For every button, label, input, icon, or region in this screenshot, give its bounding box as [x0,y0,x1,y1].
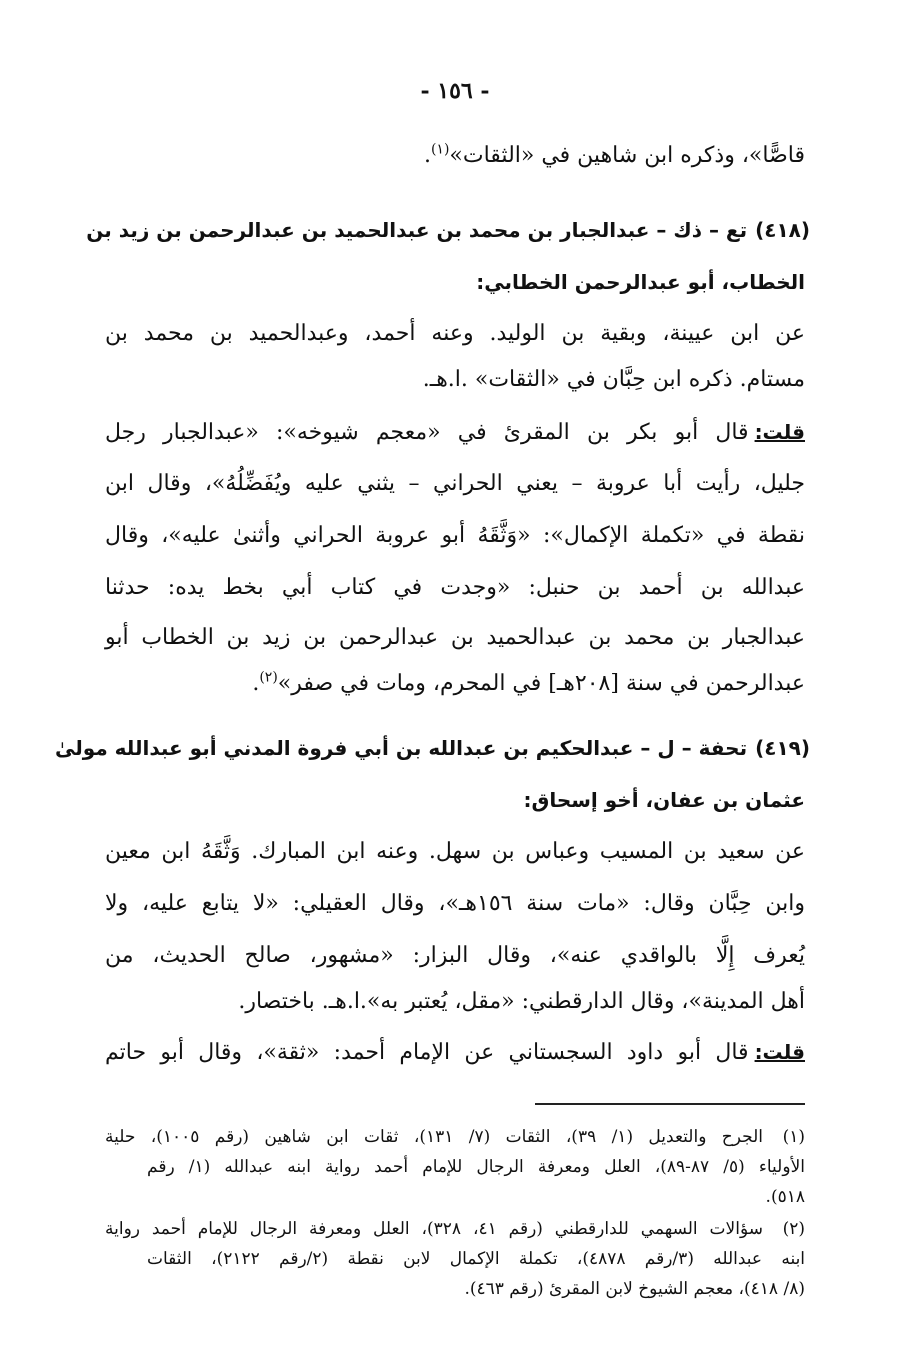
page-number: - ١٥٦ - [420,78,490,104]
body-line-17: أهل المدينة»، وقال الدارقطني: «مقل، يُعتبر به».ا.هـ. باختصار. [238,989,805,1014]
footnote-ref-1: (١) [430,141,450,158]
entry-number: (٤١٩) [755,736,810,760]
body-line-11: عبدالرحمن في سنة [٢٠٨هـ] في المحرم، ومات في صفر»$^{(٢)}$. [252,669,805,696]
footnote-number: (١) [782,1127,805,1147]
entry-number: (٤١٨) [755,218,810,242]
body-line-15: وابن حِبَّان وقال: «مات سنة ١٥٦هـ»، وقال العقيلي: «لا يتابع عليه، ولا [105,891,806,916]
footnote-1-line-3: ٥١٨). [765,1187,805,1207]
footnote-2-line-2: ابنه عبدالله (٣/رقم ٤٨٧٨)، تكملة الإكمال لابن نقطة (٢/رقم ٢١٢٢)، الثقات [147,1249,806,1269]
footnote-2-line-3: (٨/ ٤١٨)، معجم الشيوخ لابن المقرئ (رقم ٤٦٣). [464,1279,805,1299]
qult-label: قلت: [754,420,805,444]
body-line-10: عبدالجبار بن محمد بن عبدالحميد بن عبدالرحمن بن زيد بن الخطاب أبو [105,625,805,650]
entry-418-heading: (٤١٨)تع – ذك – عبدالجبار بن محمد بن عبدالحميد بن عبدالرحمن بن زيد بن [86,218,810,242]
body-line-1: قاصًّا»، وذكره ابن شاهين في «الثقات»$^{(١)}$. [423,141,805,168]
qult-label: قلت: [754,1040,805,1064]
body-line-5: مستام. ذكره ابن حِبَّان في «الثقات» .ا.هـ. [422,367,805,392]
footnote-1-line-2: الأولياء (٥/ ٨٧-٨٩)، العلل ومعرفة الرجال للإمام أحمد رواية ابنه عبدالله (١/ رقم [147,1157,805,1177]
footnote-number: (٢) [782,1219,805,1239]
qult-paragraph-2: قلت:قال أبو داود السجستاني عن الإمام أحمد: «ثقة»، وقال أبو حاتم [105,1040,805,1065]
footnote-1-line-1: (١)الجرح والتعديل (١/ ٣٩)، الثقات (٧/ ١٣١)، ثقات ابن شاهين (رقم ١٠٠٥)، حلية [105,1122,805,1152]
footnote-ref-2: (٢) [259,669,278,686]
body-line-9: عبدالله بن أحمد بن حنبل: «وجدت في كتاب أبي بخط يده: حدثنا [105,575,805,600]
entry-419-heading: (٤١٩)تحفة – ل – عبدالحكيم بن عبدالله بن أبي فروة المدني أبو عبدالله مولىٰ [55,736,810,760]
body-line-14: عن سعيد بن المسيب وعباس بن سهل. وعنه ابن المبارك. وَثَّقَهُ ابن معين [105,839,805,864]
footnote-2-line-1: (٢)سؤالات السهمي للدارقطني (رقم ٤١، ٣٢٨)، العلل ومعرفة الرجال للإمام أحمد رواية [105,1214,805,1244]
qult-paragraph-1: قلت:قال أبو بكر بن المقرئ في «معجم شيوخه»: «عبدالجبار رجل [105,420,805,445]
footnote-divider [535,1103,805,1105]
body-line-8: نقطة في «تكملة الإكمال»: «وَثَّقَهُ أبو عروبة الحراني وأثنىٰ عليه»، وقال [105,523,805,548]
entry-419-heading-cont: عثمان بن عفان، أخو إسحاق: [523,788,805,812]
body-line-7: جليل، رأيت أبا عروبة – يعني الحراني – يثني عليه ويُفَضِّلُهُ»، وقال ابن [105,471,805,496]
entry-418-heading-cont: الخطاب، أبو عبدالرحمن الخطابي: [476,270,805,294]
body-line-16: يُعرف إِلَّا بالواقدي عنه»، وقال البزار: «مشهور، صالح الحديث، من [105,943,805,968]
body-line-4: عن ابن عيينة، وبقية بن الوليد. وعنه أحمد، وعبدالحميد بن محمد بن [105,321,805,346]
